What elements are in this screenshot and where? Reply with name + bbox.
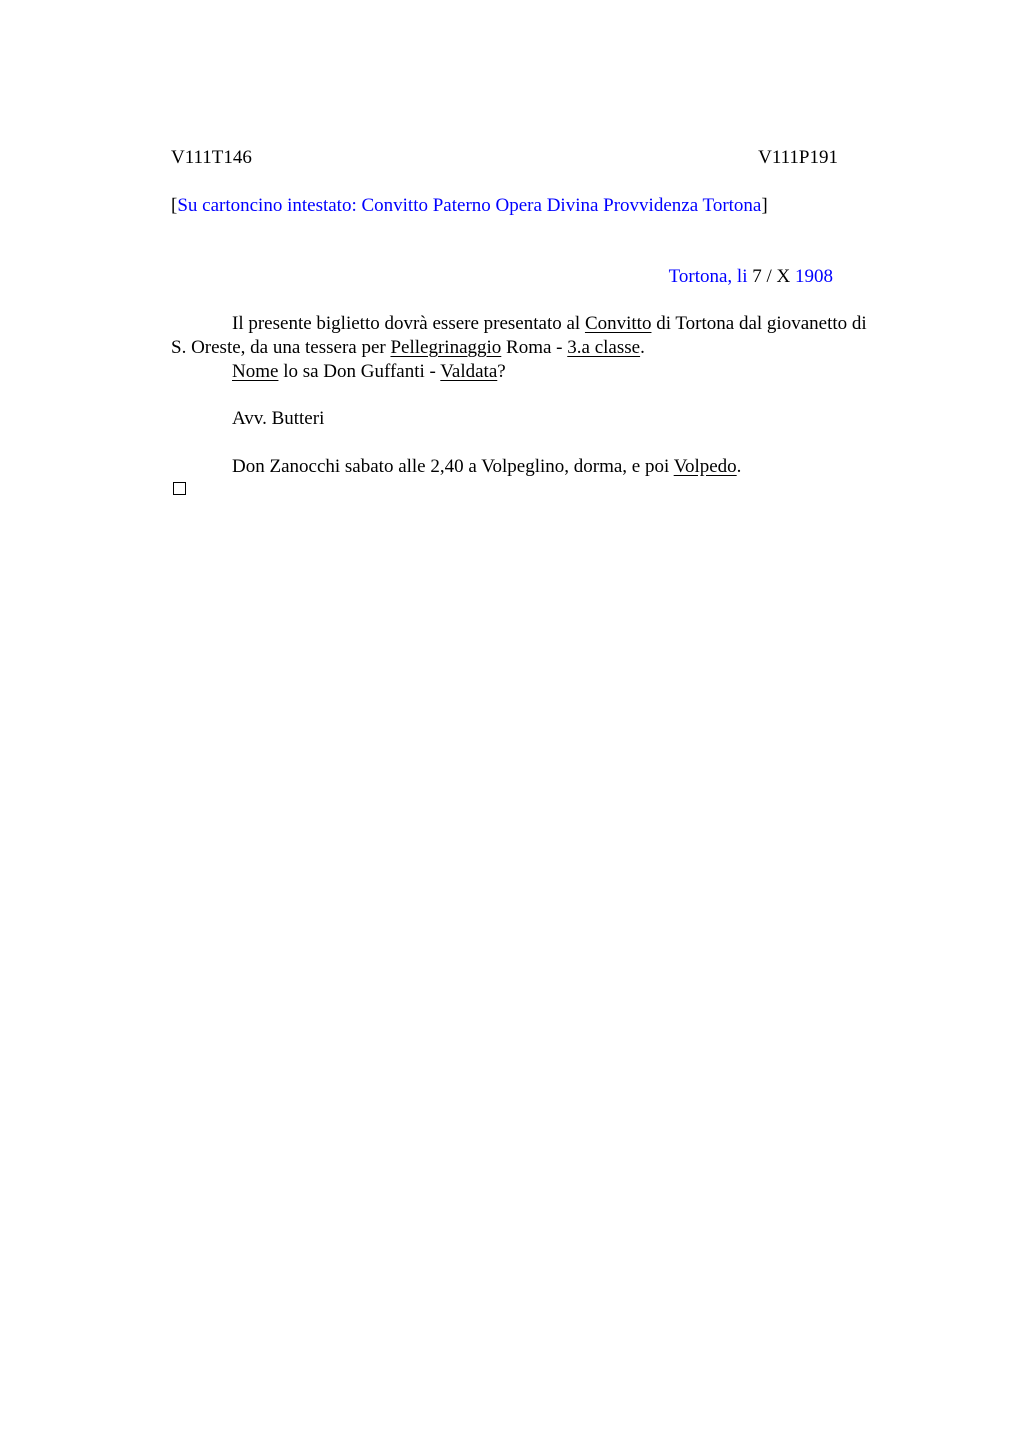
note-open-bracket: [ [171, 195, 178, 216]
dateline-place: Tortona, li [668, 266, 748, 287]
body-text: di Tortona dal giovanetto di [656, 313, 867, 334]
body-text: lo sa Don Guffanti - [283, 361, 436, 382]
dateline [669, 265, 833, 289]
note-close-bracket: ] [761, 195, 768, 216]
dateline-day-month: 7 / X [752, 266, 791, 287]
note-text: Su cartoncino intestato: Convitto Paterno Opera Divina Provvidenza Tortona [177, 195, 762, 216]
underlined-word: Valdata [440, 361, 498, 382]
body-line-4: Avv. Butteri [232, 408, 325, 429]
body-line-3 [232, 360, 506, 384]
body-text: Don Zanocchi sabato alle 2,40 a Volpeglino, dorma, e poi [232, 456, 670, 477]
body-text: Il presente biglietto dovrà essere presentato al [232, 313, 581, 334]
underlined-word: Nome [232, 361, 279, 382]
underlined-word: Pellegrinaggio [390, 337, 502, 358]
document-code-left: V111T146 [171, 147, 252, 168]
body-line-1 [232, 312, 867, 336]
body-text: S. Oreste, da una tessera per [171, 337, 386, 358]
body-text: . [640, 337, 645, 358]
body-text: Roma - [506, 337, 563, 358]
editorial-note [171, 194, 768, 218]
document-code-right: V111P191 [758, 147, 838, 168]
underlined-word: 3.a classe [567, 337, 641, 358]
body-text: . [736, 456, 742, 477]
body-line-5 [232, 455, 741, 479]
body-text: ? [497, 361, 506, 382]
underlined-word: Volpedo [673, 456, 737, 477]
underlined-word: Convitto [584, 313, 652, 334]
body-line-2 [171, 336, 645, 360]
dateline-year: 1908 [795, 266, 833, 287]
empty-square-icon [173, 482, 186, 495]
